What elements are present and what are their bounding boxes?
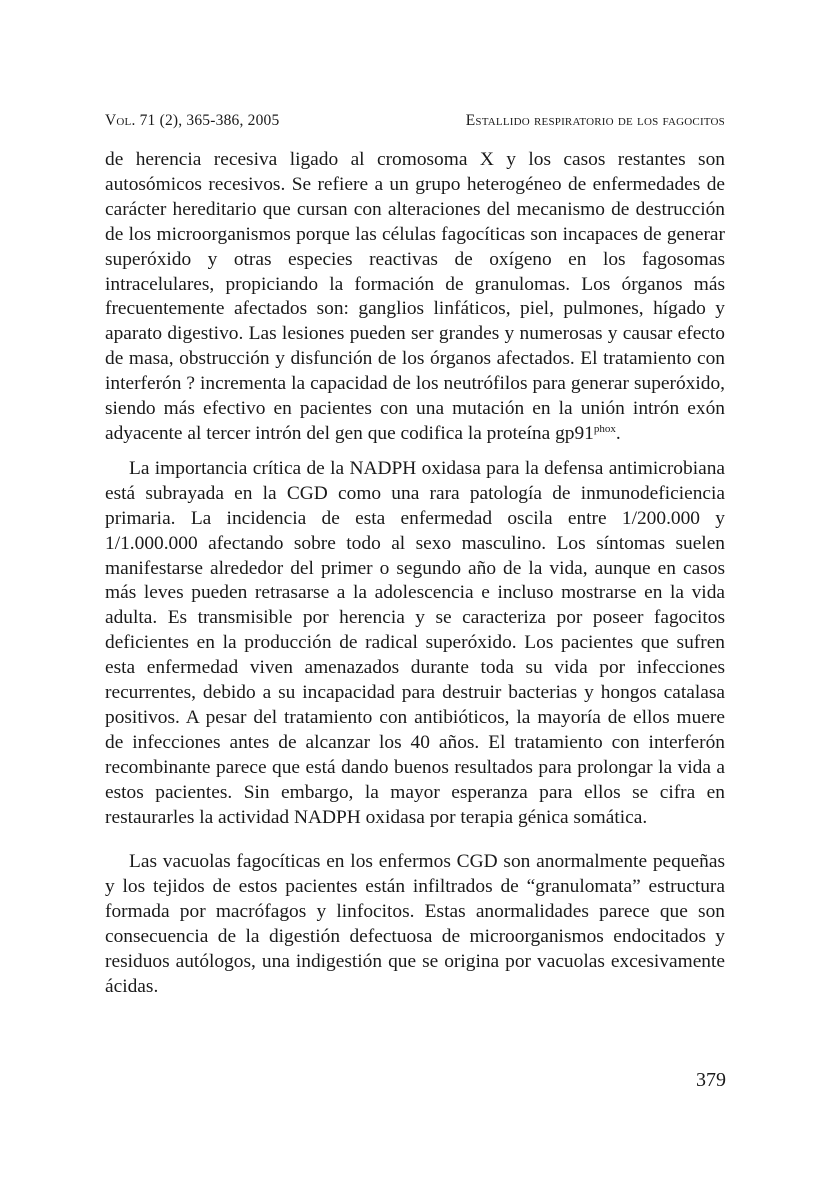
- paragraph-3: Las vacuolas fagocíticas en los enfermos CGD son anormalmente pequeñas y los tejidos de estos pacientes están infiltrados de “granulomata” estructura formada por macrófagos y linfocitos. Estas anormalidades parece que son consecuencia de la digestión defectuosa de microorganismos endocitados y residuos autólogos, una indigestión que se origina por vacuolas excesivamente ácidas.: [105, 851, 725, 997]
- article-body: [105, 148, 725, 1000]
- gene-superscript: phox: [593, 422, 616, 435]
- paragraph-1-text: de herencia recesiva ligado al cromosoma X y los casos restantes son autosómicos recesivos. Se refiere a un grupo heterogéneo de enfermedades de carácter hereditario que cursan con alteraciones del mecanismo de destrucción de los microorganismos porque las células fagocíticas son incapaces de generar superóxido y otras especies reactivas de oxígeno en los fagosomas intracelulares, propiciando la formación de granulomas. Los órganos más frecuentemente afectados son: ganglios linfáticos, piel, pulmones, hígado y aparato digestivo. Las lesiones pueden ser grandes y numerosas y causar efecto de masa, obstrucción y disfunción de los órganos afectados. El tratamiento con interferón ? incrementa la capacidad de los neutrófilos para generar superóxido, siendo más efectivo en pacientes con una mutación en la unión intrón exón adyacente al tercer intrón del gen que codifica la proteína gp91: [105, 149, 725, 444]
- paragraph-1-end: .: [615, 422, 621, 444]
- page-number: 379: [696, 1069, 726, 1091]
- paragraph-1: [105, 148, 725, 447]
- running-header: [105, 112, 725, 130]
- running-title: Estallido respiratorio de los fagocitos: [465, 112, 725, 129]
- journal-volume-info: Vol. 71 (2), 365-386, 2005: [105, 112, 280, 129]
- paragraph-2: La importancia crítica de la NADPH oxidasa para la defensa antimicrobiana está subrayada en la CGD como una rara patología de inmunodeficiencia primaria. La incidencia de esta enfermedad oscila entre 1/200.000 y 1/1.000.000 afectando sobre todo al sexo masculino. Los síntomas suelen manifestarse alrededor del primer o segundo año de la vida, aunque en casos más leves pueden retrasarse a la adolescencia e incluso mostrarse en la vida adulta. Es transmisible por herencia y se caracteriza por poseer fagocitos deficientes en la producción de radical superóxido. Los pacientes que sufren esta enfermedad viven amenazados durante toda su vida por infecciones recurrentes, debido a su incapacidad para destruir bacterias y hongos catalasa positivos. A pesar del tratamiento con antibióticos, la mayoría de ellos muere de infecciones antes de alcanzar los 40 años. El tratamiento con interferón recombinante parece que está dando buenos resultados para prolongar la vida a estos pacientes. Sin embargo, la mayor esperanza para ellos se cifra en restaurarles la actividad NADPH oxidasa por terapia génica somática.: [105, 457, 725, 828]
